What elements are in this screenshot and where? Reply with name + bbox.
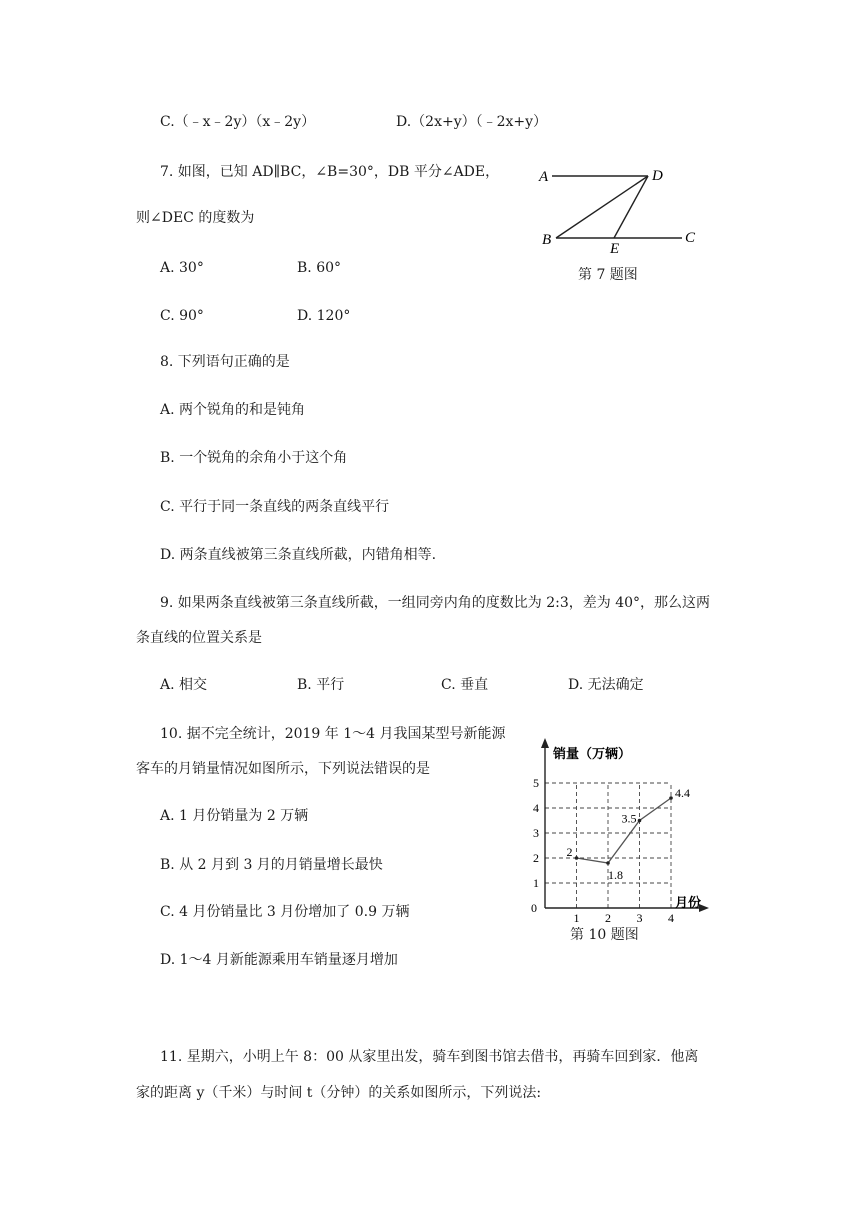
q7-figure-caption: 第 7 题图 <box>578 267 638 283</box>
label-c: C <box>685 230 696 246</box>
q10-option-d: D. 1～4 月新能源乘用车销量逐月增加 <box>160 952 398 968</box>
origin-label: 0 <box>531 901 537 915</box>
label-b: B <box>542 232 552 248</box>
q10-stem-line1: 10. 据不完全统计，2019 年 1～4 月我国某型号新能源 <box>160 726 506 742</box>
y-tick-label-1: 1 <box>533 876 539 890</box>
x-tick-label-3: 3 <box>636 911 643 922</box>
y-tick-label-3: 3 <box>533 826 539 840</box>
q7-option-b: B. 60° <box>297 260 342 276</box>
q6-option-c: C.（﹣x﹣2y）（x﹣2y） <box>160 114 316 130</box>
q7-option-c: C. 90° <box>160 308 204 324</box>
q11-stem-line2: 家的距离 y（千米）与时间 t（分钟）的关系如图所示，下列说法: <box>136 1085 542 1101</box>
q8-option-a: A. 两个锐角的和是钝角 <box>160 402 306 418</box>
q8-option-c: C. 平行于同一条直线的两条直线平行 <box>160 499 390 515</box>
chart-grid <box>545 783 671 908</box>
q11-stem-line1: 11. 星期六，小明上午 8：00 从家里出发，骑车到图书馆去借书，再骑车回到家．他离 <box>160 1049 699 1065</box>
data-point-3 <box>638 819 642 823</box>
label-d: D <box>652 168 663 184</box>
label-e: E <box>610 241 620 257</box>
y-tick-label-5: 5 <box>533 776 539 790</box>
x-tick-label-1: 1 <box>573 911 580 922</box>
q9-stem-line2: 条直线的位置关系是 <box>136 630 262 646</box>
x-axis-label: 月份 <box>675 895 702 910</box>
data-point-4 <box>669 796 673 800</box>
q9-option-b: B. 平行 <box>297 677 345 693</box>
x-tick-label-4: 4 <box>668 911 674 922</box>
data-label-4: 4.4 <box>675 786 690 800</box>
data-label-1: 2 <box>566 845 573 859</box>
q10-option-c: C. 4 月份销量比 3 月份增加了 0.9 万辆 <box>160 904 410 920</box>
label-a: A <box>539 169 549 185</box>
q9-option-a: A. 相交 <box>160 677 208 693</box>
q10-stem-line2: 客车的月销量情况如图所示，下列说法错误的是 <box>136 761 430 777</box>
q9-stem-line1: 9. 如果两条直线被第三条直线所截，一组同旁内角的度数比为 2:3，差为 40°，那么这两 <box>160 595 711 611</box>
q7-figure <box>530 160 710 260</box>
line-db <box>556 176 648 238</box>
q10-option-b: B. 从 2 月到 3 月的月销量增长最快 <box>160 857 383 873</box>
q7-option-a: A. 30° <box>160 260 204 276</box>
q8-option-d: D. 两条直线被第三条直线所截，内错角相等. <box>160 547 437 563</box>
q10-option-a: A. 1 月份销量为 2 万辆 <box>160 808 309 824</box>
y-tick-label-2: 2 <box>533 851 539 865</box>
q7-option-d: D. 120° <box>297 308 351 324</box>
q10-sales-chart <box>525 732 715 922</box>
q7-stem-line2: 则∠DEC 的度数为 <box>136 210 255 226</box>
q7-stem-line1: 7. 如图，已知 AD∥BC，∠B=30°，DB 平分∠ADE， <box>160 164 500 180</box>
line-de <box>614 176 648 238</box>
y-axis-arrow <box>541 738 549 748</box>
data-label-2: 1.8 <box>608 868 623 882</box>
data-label-3: 3.5 <box>621 811 637 826</box>
q9-option-c: C. 垂直 <box>441 677 489 693</box>
data-point-1 <box>575 856 579 860</box>
y-axis-label: 销量（万辆） <box>553 746 632 761</box>
q10-figure-caption: 第 10 题图 <box>570 927 639 943</box>
q8-option-b: B. 一个锐角的余角小于这个角 <box>160 450 348 466</box>
y-tick-label-4: 4 <box>533 801 539 815</box>
q6-option-d: D.（2x+y）（﹣2x+y） <box>396 114 548 130</box>
data-point-2 <box>606 861 610 865</box>
q8-stem: 8. 下列语句正确的是 <box>160 354 290 370</box>
q9-option-d: D. 无法确定 <box>568 677 644 693</box>
x-tick-label-2: 2 <box>605 911 611 922</box>
